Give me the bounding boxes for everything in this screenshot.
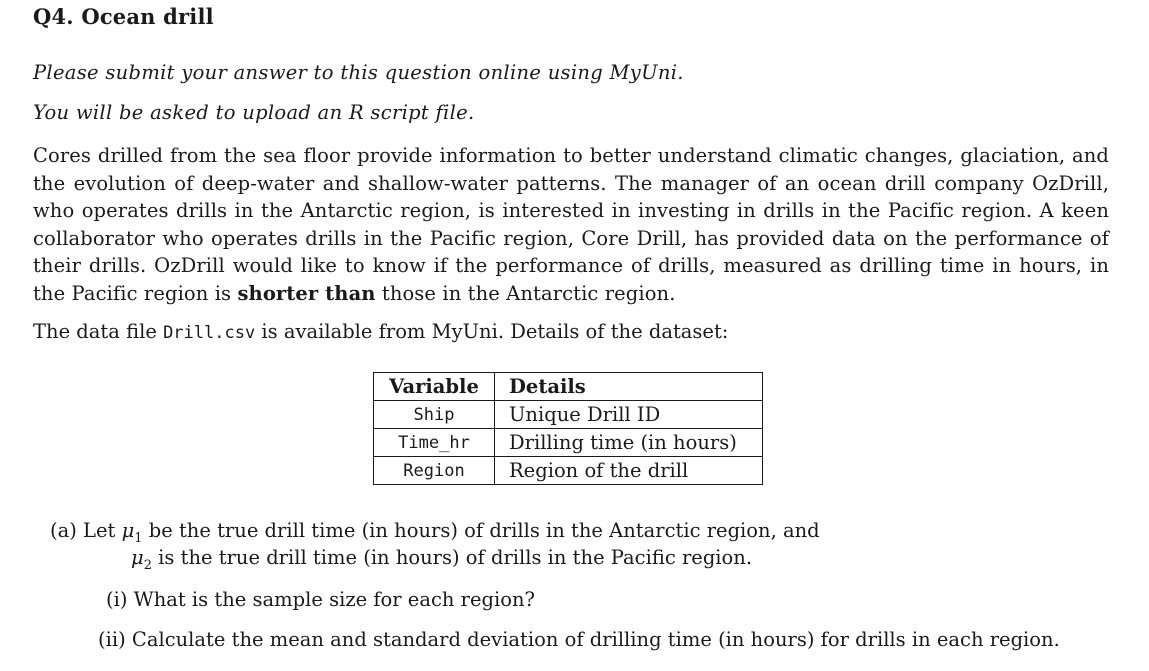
details-cell: Unique Drill ID — [495, 401, 763, 429]
part-i-label: (i) — [106, 588, 128, 611]
question-title: Q4. Ocean drill — [33, 4, 214, 29]
data-file-suffix: is available from MyUni. Details of the dataset: — [255, 320, 729, 343]
header-variable: Variable — [374, 373, 495, 401]
data-file-line — [33, 320, 728, 343]
part-i-text: What is the sample size for each region? — [133, 588, 535, 611]
table-row — [374, 401, 763, 429]
mu1-letter: μ — [121, 519, 135, 542]
intro-text: Cores drilled from the sea floor provide information to better understand climatic changes, glaciation, and the evolution of deep-water and shallow-water patterns. The manager of an ocean drill company OzDrill, who operates drills in the Antarctic region, is interested in investing in drills in the Pacific region. A keen collaborator who operates drills in the Pacific region, Core Drill, has provided data on the performance of their drills. OzDrill would like to know if the performance of drills, measured as drilling time in hours, in the Pacific region is — [33, 144, 1109, 305]
details-cell: Region of the drill — [495, 457, 763, 485]
dataset-table — [373, 372, 763, 485]
header-details: Details — [495, 373, 763, 401]
intro-paragraph — [33, 142, 1109, 307]
part-a-line2-text: is the true drill time (in hours) of drills in the Pacific region. — [151, 546, 753, 569]
data-file-prefix: The data file — [33, 320, 164, 343]
table-row — [374, 429, 763, 457]
variable-cell: Time_hr — [374, 429, 495, 457]
part-a-line2 — [131, 544, 752, 579]
part-a-let: Let — [83, 519, 122, 542]
part-ii-label: (ii) — [98, 628, 126, 651]
part-i — [106, 586, 535, 614]
part-a-line1-text: be the true drill time (in hours) of drills in the Antarctic region, and — [142, 519, 820, 542]
mu2-subscript: 2 — [143, 557, 152, 573]
table-header-row — [374, 373, 763, 401]
data-filename: Drill.csv — [163, 323, 256, 343]
part-ii-text: Calculate the mean and standard deviation of drilling time (in hours) for drills in each region. — [131, 628, 1060, 651]
mu2-letter: μ — [131, 546, 144, 569]
variable-cell: Region — [374, 457, 495, 485]
mu2-symbol — [131, 546, 152, 573]
intro-text-end: those in the Antarctic region. — [375, 281, 676, 305]
part-ii — [98, 626, 1060, 654]
part-a-label: (a) — [50, 519, 77, 542]
table-row — [374, 457, 763, 485]
mu1-subscript: 1 — [134, 530, 143, 546]
intro-bold-text: shorter than — [237, 281, 376, 305]
mu1-symbol — [121, 519, 143, 546]
variable-cell: Ship — [374, 401, 495, 429]
instruction-upload: You will be asked to upload an R script file. — [33, 101, 475, 124]
instruction-submit: Please submit your answer to this question online using MyUni. — [33, 61, 684, 84]
details-cell: Drilling time (in hours) — [495, 429, 763, 457]
